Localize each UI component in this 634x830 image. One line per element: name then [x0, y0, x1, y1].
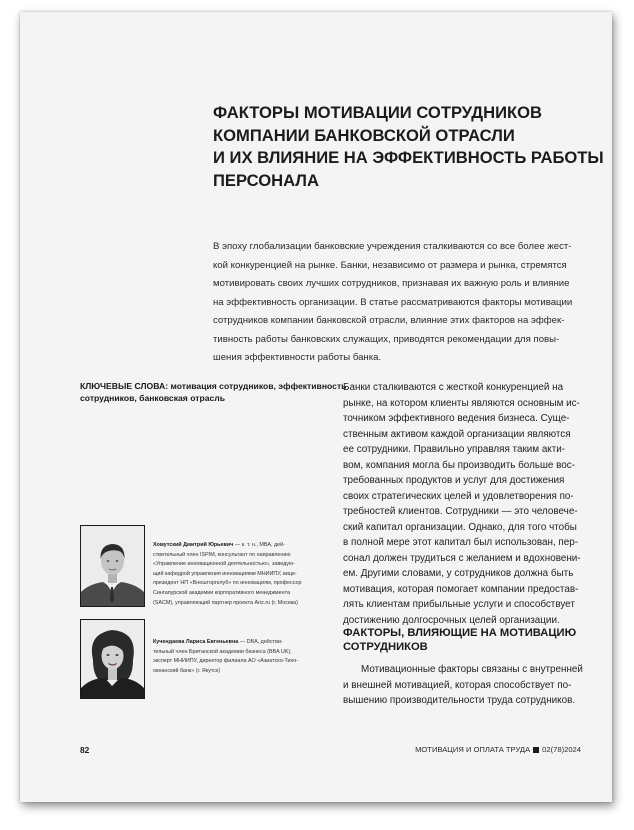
- article-lead: [213, 238, 598, 368]
- author-portrait-female-icon: [81, 620, 144, 698]
- running-footer: [415, 745, 581, 754]
- lead-line: мотивировать своих лучших сотрудников, признавая их важную роль и влияние: [213, 278, 570, 289]
- body-line: рынке, на котором клиенты являются основным ис-: [343, 397, 580, 409]
- paragraph-line: Мотивационные факторы связаны с внутренней: [361, 664, 583, 675]
- author-photo-female: [80, 619, 145, 699]
- bio-line: (SACM), управляющий партнер проекта Ariz.ru (г. Москва): [153, 599, 298, 606]
- paragraph-line: и внешней мотивацией, которая способствует по-: [343, 679, 572, 691]
- bio-line: эксперт МНИИПУ, директор филиала АО «Азиатско-Тихо-: [153, 658, 298, 665]
- author-name: Хомутский Дмитрий Юрьевич: [153, 542, 234, 548]
- title-line: КОМПАНИИ БАНКОВСКОЙ ОТРАСЛИ: [213, 125, 515, 145]
- bio-line: президент НП «Внешторгклуб» по инновациям, профессор: [153, 580, 302, 587]
- bio-text: — к. т. н., MBA, дей-: [233, 542, 285, 548]
- author-bio-2: [153, 638, 338, 676]
- body-line: точником эффективного ведения бизнеса. Суще-: [343, 413, 570, 424]
- bio-line: тельный член Британской академии бизнеса (BBA UK),: [153, 648, 292, 655]
- bio-text: — DBA, действи-: [238, 639, 283, 645]
- lead-line: на эффективность организации. В статье рассматриваются факторы мотивации: [213, 296, 573, 308]
- body-line: Банки сталкиваются с жесткой конкуренцией на: [343, 382, 564, 393]
- body-line: требованных продуктов и услуг для достижения: [343, 475, 565, 486]
- author-bio-1: [153, 541, 338, 608]
- section-paragraph: [343, 662, 601, 709]
- body-line: ский капитал организации. Однако, для того чтобы: [343, 521, 577, 533]
- black-square-icon: [533, 747, 539, 753]
- author-name: Кучендаева Лариса Евгеньевна: [153, 639, 239, 645]
- lead-line: тивность работы банковских служащих, приводятся рекомендации для повы-: [213, 333, 560, 345]
- body-line: своих стратегических целей и удовлетворения по-: [343, 490, 574, 502]
- bio-line: океанский банк» (г. Якутск): [153, 667, 221, 674]
- magazine-page: [20, 12, 612, 802]
- page-number: 82: [80, 745, 90, 755]
- bio-line: «Управление инновационной деятельностью», заведую-: [153, 561, 295, 568]
- bio-line: щий кафедрой управления инновациями МНИИПУ, вице-: [153, 570, 297, 577]
- paragraph-line: вышению производительности труда сотрудников.: [343, 695, 576, 706]
- title-line: ПЕРСОНАЛА: [213, 170, 319, 190]
- lead-line: шения эффективности работы банка.: [213, 352, 382, 363]
- article-title: [213, 102, 604, 192]
- author-photo-male: [80, 525, 145, 607]
- title-line: И ИХ ВЛИЯНИЕ НА ЭФФЕКТИВНОСТЬ РАБОТЫ: [213, 148, 604, 167]
- body-line: ем. Другими словами, у сотрудников должна быть: [343, 568, 574, 579]
- body-line: лять клиентам прибыльные услуги и способствует: [343, 599, 575, 610]
- bio-line: ствительный член ISPIM, консультант по направлению: [153, 551, 291, 558]
- lead-line: В эпоху глобализации банковские учреждения сталкиваются со все более жест-: [213, 241, 572, 252]
- section-heading: [343, 626, 601, 654]
- body-line: сонал должен трудиться с желанием и вдохновени-: [343, 552, 581, 564]
- bio-line: [153, 638, 338, 648]
- article-body-column: [343, 380, 601, 628]
- body-line: ее сотрудники. Правильно управляя таким акти-: [343, 444, 566, 455]
- title-line: ФАКТОРЫ МОТИВАЦИИ СОТРУДНИКОВ: [213, 103, 543, 122]
- body-line: вом, компания могла бы производить больше вос-: [343, 459, 575, 471]
- body-line: достижению долгосрочных целей организации.: [343, 614, 560, 626]
- body-line: ственным активом каждой организации являются: [343, 428, 571, 440]
- body-line: в полной мере этот капитал был использован, пер-: [343, 537, 579, 548]
- bio-line: [153, 541, 338, 551]
- lead-line: кой конкуренцией на рынке. Банки, независимо от размера и рынка, стремятся: [213, 259, 567, 271]
- bio-line: Сингапурской академии корпоративного менеджмента: [153, 589, 291, 596]
- body-line: мотивация, которая помогает компании предостав-: [343, 583, 579, 595]
- keywords-line: КЛЮЧЕВЫЕ СЛОВА: мотивация сотрудников, эффективность: [80, 381, 347, 391]
- lead-line: сотрудников компании банковской отрасли, влияние этих факторов на эффек-: [213, 315, 565, 326]
- body-line: требностей клиентов. Сотрудники — это человече-: [343, 506, 578, 517]
- journal-name: МОТИВАЦИЯ И ОПЛАТА ТРУДА: [415, 745, 531, 754]
- keywords-block: [80, 380, 347, 404]
- section-heading-line: СОТРУДНИКОВ: [343, 641, 428, 653]
- keywords-line: сотрудников, банковская отрасль: [80, 393, 225, 403]
- issue-number: 02(78)2024: [542, 745, 581, 754]
- author-portrait-male-icon: [81, 526, 144, 606]
- section-heading-line: ФАКТОРЫ, ВЛИЯЮЩИЕ НА МОТИВАЦИЮ: [343, 627, 577, 639]
